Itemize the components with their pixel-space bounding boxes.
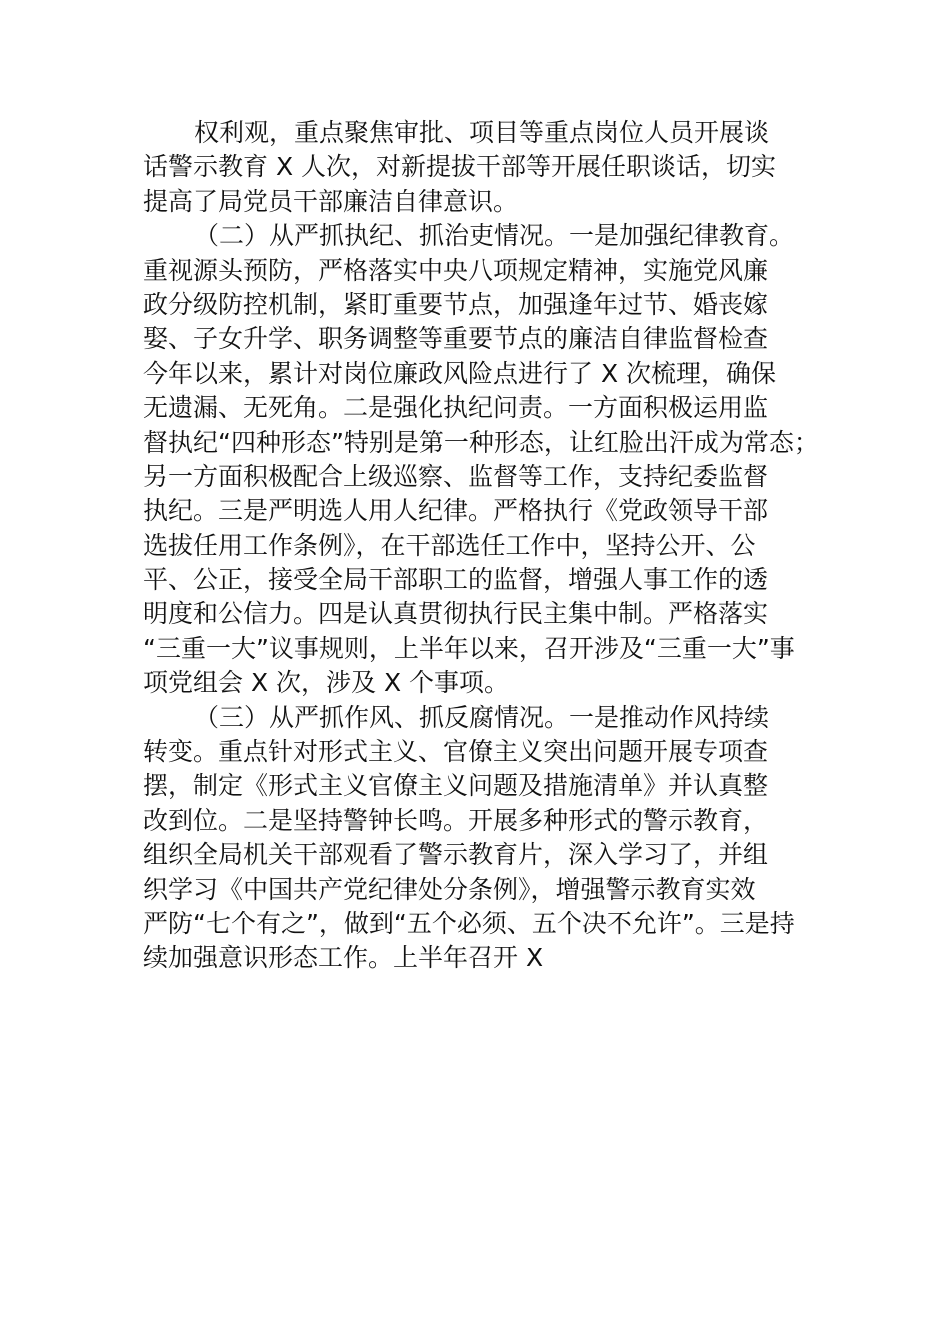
text-line: 督执纪“四种形态”特别是第一种形态，让红脸出汗成为常态； [143, 427, 819, 457]
text-line: 执纪。三是严明选人用人纪律。严格执行《党政领导干部 [143, 496, 769, 526]
text-line: 重视源头预防，严格落实中央八项规定精神，实施党风廉 [143, 255, 769, 285]
text-line: 今年以来，累计对岗位廉政风险点进行了 X 次梳理，确保 [143, 358, 777, 388]
text-line: “三重一大”议事规则，上半年以来，召开涉及“三重一大”事 [143, 633, 795, 663]
text-line: 织学习《中国共产党纪律处分条例》，增强警示教育实效 [143, 874, 756, 904]
text-line: 另一方面积极配合上级巡察、监督等工作，支持纪委监督 [143, 461, 769, 491]
text-line: 明度和公信力。四是认真贯彻执行民主集中制。严格落实 [143, 599, 769, 629]
text-line: 政分级防控机制，紧盯重要节点，加强逢年过节、婚丧嫁 [143, 289, 769, 319]
text-line: 转变。重点针对形式主义、官僚主义突出问题开展专项查 [143, 737, 769, 767]
body-text [143, 116, 823, 976]
text-line: 项党组会 X 次，涉及 X 个事项。 [143, 668, 510, 698]
text-line: 严防“七个有之”，做到“五个必须、五个决不允许”。三是持 [143, 908, 795, 938]
text-line: 改到位。二是坚持警钟长鸣。开展多种形式的警示教育， [143, 805, 769, 835]
text-line: 提高了局党员干部廉洁自律意识。 [143, 186, 519, 216]
section-heading-line: （二）从严抓执纪、抓治吏情况。一是加强纪律教育。 [194, 221, 795, 251]
text-line: 权利观，重点聚焦审批、项目等重点岗位人员开展谈 [194, 118, 770, 147]
text-line: 娶、子女升学、职务调整等重要节点的廉洁自律监督检查 [143, 324, 769, 354]
text-line: 选拔任用工作条例》，在干部选任工作中，坚持公开、公 [143, 530, 756, 560]
text-line: 组织全局机关干部观看了警示教育片，深入学习了，并组 [143, 840, 769, 870]
text-line: 话警示教育 X 人次，对新提拔干部等开展任职谈话，切实 [143, 152, 777, 182]
text-line: 续加强意识形态工作。上半年召开 X [143, 943, 544, 973]
text-line: 摆，制定《形式主义官僚主义问题及措施清单》并认真整 [143, 771, 769, 801]
text-line: 平、公正，接受全局干部职工的监督，增强人事工作的透 [143, 565, 769, 595]
section-heading-line: （三）从严抓作风、抓反腐情况。一是推动作风持续 [194, 702, 770, 732]
text-line: 无遗漏、无死角。二是强化执纪问责。一方面积极运用监 [143, 393, 769, 423]
